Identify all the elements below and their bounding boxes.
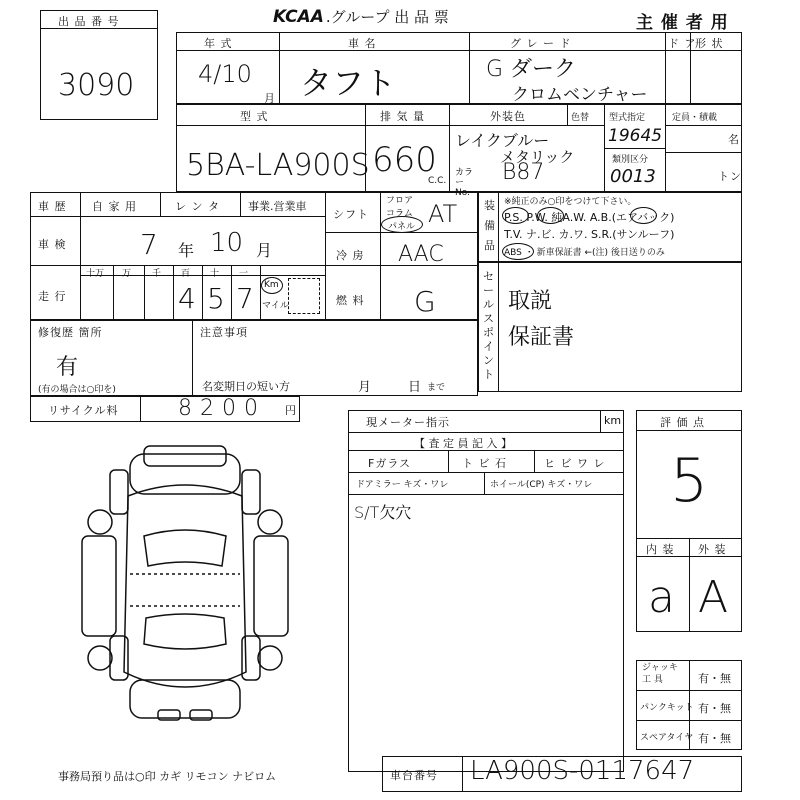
equipment-line2: T.V. ナ.ビ. カ.ワ. S.R.(サンルーフ) — [504, 228, 675, 241]
abs-circle — [502, 243, 534, 260]
equipment-note: ※純正のみ○印をつけて下さい。 — [504, 197, 637, 207]
type-spec-value: 19645 — [608, 126, 663, 146]
unit-100k: 十万 — [86, 269, 105, 279]
fuel-label: 燃 料 — [336, 294, 365, 307]
year-month-suffix: 月 — [264, 92, 276, 105]
unit-1: 一 — [239, 269, 249, 279]
km-circle — [261, 277, 283, 294]
jack-value: 有・無 — [698, 672, 731, 685]
interior-value: a — [648, 572, 675, 623]
interior-label: 内 装 — [646, 543, 675, 556]
inspection-month-value: 10 — [210, 228, 244, 258]
displacement-value: 660 — [372, 140, 437, 180]
unit-1k: 千 — [152, 269, 162, 279]
mirror-label: ドアミラー キズ・ワレ — [356, 480, 449, 490]
ac-value: AAC — [398, 242, 444, 267]
mileage-digit-3: 7 — [236, 282, 254, 315]
shift-label: シフト — [333, 208, 369, 221]
sales-point-label: セールスポイント — [483, 270, 495, 381]
class-value: 0013 — [610, 166, 656, 187]
lot-number-label: 出 品 番 号 — [58, 15, 120, 28]
organizer-copy-label: 主 催 者 用 — [636, 13, 729, 33]
usage-label: 車 歴 — [38, 200, 67, 213]
brand-logo: KCAA — [273, 7, 324, 27]
repair-value: 有 — [56, 355, 79, 380]
usage-rental: レ ン タ — [175, 200, 220, 213]
year-label: 年 式 — [204, 37, 233, 50]
chassis-label: 車台番号 — [390, 769, 438, 782]
inspection-month-suffix: 月 — [256, 241, 274, 260]
shift-column: コラム — [386, 209, 413, 219]
equipment-label: 装備品 — [484, 199, 496, 252]
unit-100: 百 — [181, 269, 191, 279]
type-spec-label: 型式指定 — [609, 113, 646, 123]
sales-point-line2: 保証書 — [508, 325, 575, 350]
repair-note: (有の場合は○印を) — [38, 385, 116, 395]
exterior-color-line2: メタリック — [500, 148, 575, 166]
grade-label: グ レ ー ド — [510, 37, 572, 50]
shift-panel-circle — [381, 216, 423, 233]
pw-circle — [537, 207, 564, 224]
mileage-blank-box — [288, 278, 320, 314]
recycle-value: 8200 — [178, 396, 266, 421]
mile-unit: マイル — [262, 301, 289, 311]
chassis-value: LA900S-0117647 — [470, 756, 695, 786]
vehicle-row-1 — [176, 32, 742, 104]
jack-label: ジャッキ 工 具 — [642, 663, 678, 685]
expiry-day: 日 — [408, 380, 423, 395]
repair-label: 修復歴 箇所 — [38, 326, 103, 339]
usage-commercial: 事業.営業車 — [248, 200, 307, 213]
usage-private: 自 家 用 — [92, 200, 137, 213]
wheel-label: ホイール(CP) キズ・ワレ — [490, 480, 593, 490]
unit-10: 十 — [210, 269, 220, 279]
exterior-value: A — [698, 572, 729, 623]
km-unit: Km — [264, 280, 279, 290]
mileage-digit-2: 5 — [207, 282, 225, 315]
rating-label: 評 価 点 — [660, 416, 705, 429]
type-value: 5BA-LA900S — [186, 148, 370, 183]
shift-value: AT — [428, 200, 458, 228]
repair-kit-label: パンクキット — [640, 703, 694, 713]
spare-tire-value: 有・無 — [698, 732, 731, 745]
mileage-label: 走 行 — [38, 290, 67, 303]
exterior-color-line1: レイクブルー — [455, 131, 550, 150]
shift-floor: フロア — [386, 196, 414, 206]
page-title: KCAA .グループ 出 品 票 — [273, 7, 449, 27]
color-change-label: 色替 — [571, 113, 590, 123]
repair-kit-value: 有・無 — [698, 702, 731, 715]
shape-label: 形 状 — [695, 37, 724, 50]
fuel-value: G — [414, 285, 436, 318]
ac-label: 冷 房 — [336, 249, 365, 262]
recycle-label: リサイクル料 — [48, 404, 119, 417]
expiry-until: まで — [427, 383, 446, 393]
lot-number-value: 3090 — [58, 68, 135, 103]
yen-unit: 円 — [285, 404, 296, 417]
exterior-label: 外 装 — [698, 543, 727, 556]
expiry-label: 名変期日の短い方 — [202, 380, 290, 393]
car-name-label: 車 名 — [348, 37, 377, 50]
grade-value-line2: クロムベンチャー — [512, 85, 648, 105]
inspection-year-suffix: 年 — [178, 241, 196, 260]
equipment-line1: P.S. P.W. 純A.W. A.B.(エアバック) — [504, 211, 675, 224]
capacity-label: 定員・積載 — [672, 113, 718, 123]
inspection-label: 車 検 — [38, 238, 67, 251]
sales-point-line1: 取説 — [508, 289, 553, 314]
type-label: 型 式 — [240, 110, 269, 123]
color-number-value: B87 — [502, 160, 545, 185]
displacement-label: 排 気 量 — [380, 110, 425, 123]
tons-unit: トン — [718, 170, 742, 183]
expiry-month: 月 — [358, 380, 373, 395]
meter-label: 現メーター指示 — [366, 416, 450, 429]
inspector-remark: S/T欠穴 — [354, 503, 412, 522]
year-value: 4/10 — [198, 60, 252, 88]
crack-label: ヒ ビ ワ レ — [544, 457, 606, 470]
rating-value: 5 — [670, 446, 709, 516]
grade-value-line1: G ダーク — [486, 57, 577, 82]
inspector-label: 【 査 定 員 記 入 】 — [414, 437, 512, 450]
chips-label: ト ビ 石 — [462, 457, 507, 470]
car-damage-diagram — [70, 440, 300, 740]
equipment-line3: ABS ・ 新車保証書 ←(注) 後日送りのみ — [504, 248, 665, 258]
glass-label: Fガラス — [368, 457, 411, 470]
unit-10k: 万 — [122, 269, 132, 279]
persons-unit: 名 — [728, 133, 740, 146]
notes-label: 注意事項 — [200, 326, 248, 339]
class-label: 類別区分 — [612, 155, 649, 165]
storage-legend: 事務局預り品は○印 カギ リモコン ナビロム — [58, 770, 277, 783]
inspection-year-value: 7 — [140, 228, 158, 261]
meter-km-unit: km — [604, 414, 622, 427]
cc-unit: C.C. — [428, 176, 447, 186]
ps-circle — [502, 207, 529, 224]
spare-tire-label: スペアタイヤ — [640, 733, 694, 743]
door-label: ド ア — [668, 37, 697, 50]
color-number-label: カラー No. — [455, 168, 474, 198]
shift-panel: パネル — [388, 222, 416, 232]
ab-circle — [630, 207, 657, 224]
car-name-value: タフト — [300, 64, 397, 102]
exterior-color-label: 外装色 — [490, 110, 526, 123]
mileage-digit-1: 4 — [178, 282, 196, 315]
